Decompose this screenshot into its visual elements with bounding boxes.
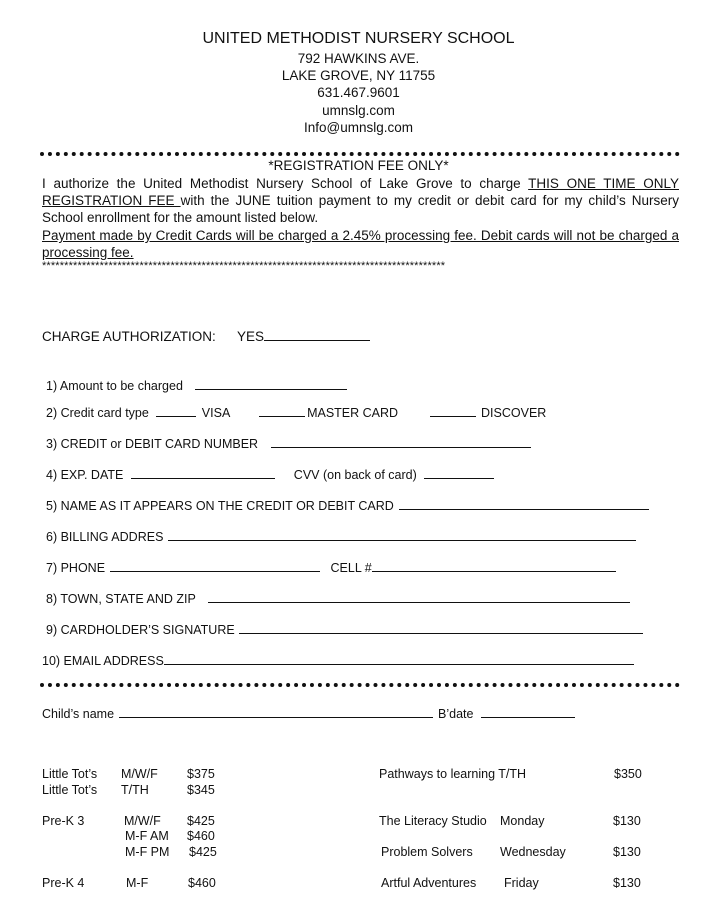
town-state-zip-label: 8) TOWN, STATE AND ZIP [46,592,196,606]
auth-text-2: with the JUNE tuition payment to my credit or debit card for my child’s Nursery School enrollment for the amount listed below. [42,193,679,225]
program-price: $345 [187,783,215,797]
program-days: Wednesday [500,845,566,859]
program-price: $130 [613,845,641,859]
discover-check-field[interactable] [430,404,476,417]
charge-auth-label: CHARGE AUTHORIZATION: [42,329,216,344]
program-days: M/W/F [121,767,158,781]
program-name: Little Tot’s [42,767,98,781]
auth-text-underlined: THIS ONE TIME ONLY REGISTRATION FEE [42,176,679,208]
program-price: $460 [187,829,215,843]
billing-address-label: 6) BILLING ADDRES [46,530,164,544]
email-row [42,652,636,668]
amount-row [46,377,349,393]
program-price: $350 [614,767,642,781]
phone-field[interactable] [110,559,320,572]
town-state-zip-field[interactable] [208,590,630,603]
dotted-divider-bottom [40,683,680,687]
school-website[interactable]: umnslg.com [322,102,395,118]
school-street: 792 HAWKINS AVE. [297,51,420,66]
town-state-zip-row [46,590,632,606]
amount-label: 1) Amount to be charged [46,379,183,393]
phone-label: 7) PHONE [46,561,106,575]
email-label: 10) EMAIL ADDRESS [42,654,164,668]
card-number-field[interactable] [271,435,531,448]
program-price: $130 [613,876,641,890]
school-address-block [0,50,717,136]
bdate-label: B’date [438,707,474,721]
processing-fee-note: Payment made by Credit Cards will be charged a 2.45% processing fee. Debit cards will not be charged a processing fee. [42,228,679,260]
bdate-field[interactable] [481,705,575,718]
school-header [0,30,717,48]
program-days: M/W/F [124,814,161,828]
program-days: Friday [504,876,539,890]
cvv-field[interactable] [424,466,494,479]
mastercard-check-field[interactable] [259,404,305,417]
charge-auth-yes-label: YES [237,329,265,344]
program-name: The Literacy Studio [379,814,487,828]
cell-field[interactable] [372,559,616,572]
exp-date-label: 4) EXP. DATE [46,468,124,482]
billing-address-field[interactable] [168,528,636,541]
authorization-paragraph [42,175,679,226]
visa-label: VISA [201,406,230,420]
program-price: $130 [613,814,641,828]
program-days: T/TH [121,783,149,797]
program-price: $425 [187,814,215,828]
school-name: UNITED METHODIST NURSERY SCHOOL [202,30,515,47]
program-days: M-F PM [125,845,170,859]
card-number-label: 3) CREDIT or DEBIT CARD NUMBER [46,437,259,451]
program-price: $375 [187,767,215,781]
billing-address-row [46,528,638,544]
child-name-label: Child’s name [42,707,115,721]
signature-field[interactable] [239,621,643,634]
cell-label: CELL # [330,561,372,575]
amount-field[interactable] [195,377,347,390]
program-price: $460 [188,876,216,890]
program-price: $425 [189,845,217,859]
cardholder-name-field[interactable] [399,497,649,510]
auth-text-1: I authorize the United Methodist Nursery School of Lake Grove to charge [42,176,529,191]
child-name-field[interactable] [119,705,433,718]
asterisk-divider: ******************************************************************************************* [42,260,446,272]
cardholder-name-label: 5) NAME AS IT APPEARS ON THE CREDIT OR DEBIT CARD [46,499,394,513]
program-days: Monday [500,814,545,828]
phone-row [46,559,618,575]
discover-label: DISCOVER [481,406,547,420]
card-number-row [46,435,533,451]
exp-cvv-row [46,466,496,482]
program-name: Pre-K 3 [42,814,85,828]
school-email[interactable]: Info@umnslg.com [304,119,413,135]
card-type-label: 2) Credit card type [46,406,149,420]
child-info-row [42,705,577,721]
cvv-label: CVV (on back of card) [293,468,417,482]
school-city: LAKE GROVE, NY 11755 [281,68,436,84]
program-name: Little Tot’s [42,783,98,797]
school-phone: 631.467.9601 [317,85,400,101]
registration-fee-heading: *REGISTRATION FEE ONLY* [268,158,449,173]
mastercard-label: MASTER CARD [307,406,399,420]
program-days: M-F AM [125,829,169,843]
program-days: M-F [126,876,149,890]
cardholder-name-row [46,497,651,513]
signature-row [46,621,645,637]
signature-label: 9) CARDHOLDER’S SIGNATURE [46,623,235,637]
program-name: Artful Adventures [381,876,477,890]
charge-auth-yes-field[interactable] [264,328,370,341]
program-name: Pathways to learning T/TH [379,767,527,781]
card-type-row [46,404,546,420]
program-name: Pre-K 4 [42,876,85,890]
dotted-divider-top [40,152,680,156]
charge-authorization-row [42,328,372,344]
email-field[interactable] [164,652,634,665]
program-name: Problem Solvers [381,845,473,859]
visa-check-field[interactable] [156,404,196,417]
exp-date-field[interactable] [131,466,275,479]
